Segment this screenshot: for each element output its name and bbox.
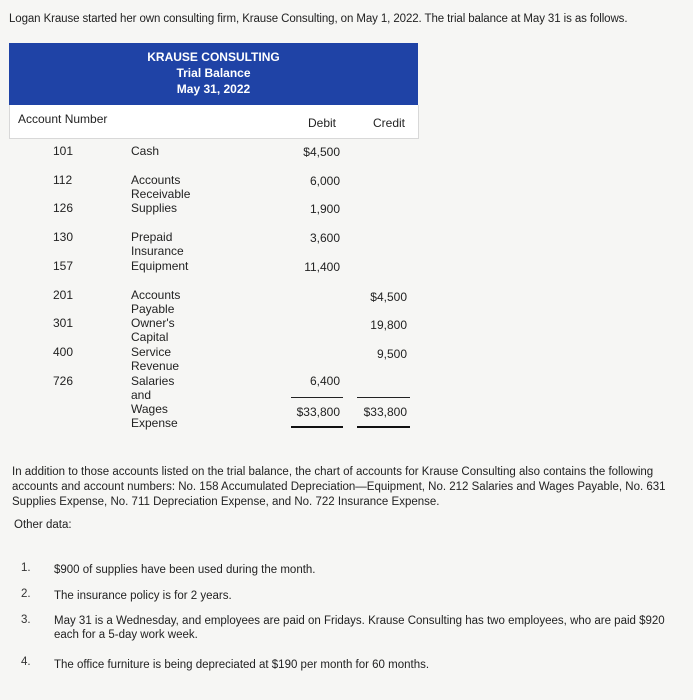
statement-title: Trial Balance (176, 66, 251, 80)
debit-total-rule (291, 397, 343, 398)
problem-intro: Logan Krause started her own consulting firm, Krause Consulting, on May 1, 2022. The trial balance at May 31 is as follows. (9, 13, 628, 25)
account-name: Owner's Capital (131, 316, 175, 344)
account-name: Prepaid Insurance (131, 230, 184, 258)
statement-date: May 31, 2022 (176, 82, 251, 96)
account-number: 301 (53, 316, 74, 330)
credit-header: Credit (373, 116, 406, 130)
account-name: Equipment (131, 259, 189, 273)
debit-amount: 6,000 (309, 174, 340, 188)
credit-amount: 19,800 (370, 318, 407, 332)
other-data-number: 4. (21, 656, 31, 668)
credit-amount: $4,500 (370, 290, 407, 304)
other-data-text: The office furniture is being depreciated at $190 per month for 60 months. (54, 659, 430, 671)
debit-amount: $4,500 (303, 145, 340, 159)
account-number: 157 (53, 259, 74, 273)
account-number: 726 (53, 374, 74, 388)
other-data-number: 3. (21, 614, 31, 626)
account-number: 201 (53, 288, 74, 302)
other-data-text: The insurance policy is for 2 years. (54, 590, 232, 602)
credit-double-rule (357, 426, 410, 428)
other-data-text: May 31 is a Wednesday, and employees are paid on Fridays. Krause Consulting has two employees, who are paid $920 each for a 5-day work week. (54, 615, 665, 641)
account-number: 126 (53, 201, 74, 215)
other-data-number: 1. (21, 562, 31, 574)
trial-balance-header (9, 43, 418, 105)
account-number: 112 (53, 173, 73, 187)
debit-amount: 6,400 (309, 374, 340, 388)
account-number-header: Account Number (18, 112, 108, 126)
company-name: KRAUSE CONSULTING (147, 50, 280, 64)
credit-total: $33,800 (363, 405, 407, 419)
chart-of-accounts-note: In addition to those accounts listed on the trial balance, the chart of accounts for Krause Consulting also contains the following accounts and account numbers: No. 158 Accumulated Depreciation—Equipment, No. 212 Salaries and Wages Payable, No. 631 Supplies Expense, No. 711 Depreciation Expense, and No. 722 Insurance Expense. (12, 466, 666, 508)
debit-amount: 1,900 (309, 202, 340, 216)
account-name: Cash (131, 144, 160, 158)
credit-amount: 9,500 (376, 347, 407, 361)
other-data-text: $900 of supplies have been used during the month. (54, 564, 316, 576)
account-number: 130 (53, 230, 74, 244)
account-number: 101 (53, 144, 74, 158)
other-data-number: 2. (21, 588, 31, 600)
account-name: Service Revenue (131, 345, 180, 373)
account-name: Accounts Receivable (131, 173, 191, 201)
account-name: Accounts Payable (131, 288, 181, 316)
debit-header: Debit (308, 116, 337, 130)
account-name: Salaries and Wages Expense (131, 374, 178, 430)
other-data-label: Other data: (14, 519, 72, 531)
debit-total: $33,800 (296, 405, 340, 419)
credit-total-rule (357, 397, 410, 398)
debit-double-rule (291, 426, 343, 428)
debit-amount: 3,600 (309, 231, 340, 245)
account-number: 400 (53, 345, 74, 359)
account-name: Supplies (131, 201, 178, 215)
debit-amount: 11,400 (304, 260, 340, 274)
